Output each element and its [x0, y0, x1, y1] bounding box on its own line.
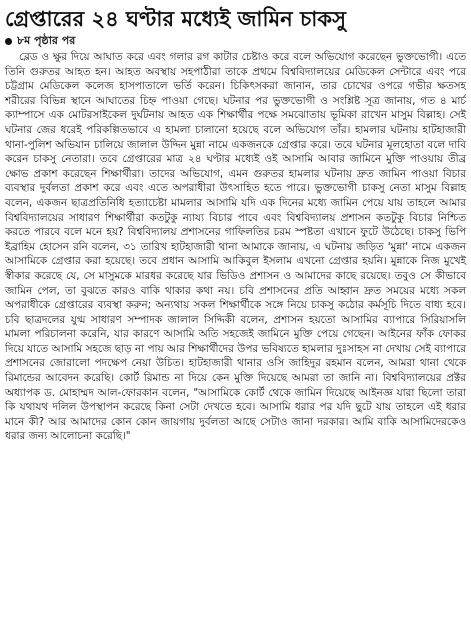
continuation-marker	[5, 34, 466, 48]
article-paragraph: ব্লেড ও ক্ষুর দিয়ে আঘাত করে এবং গলার রগ কাটার চেষ্টাও করে বলে অভিযোগ করেছেন ভুক্তভোগী। এতে তিনি গুরুতর আহত হন। আহত অবস্থায় সহপাঠীরা তাকে প্রথমে বিশ্ববিদ্যালয়ের মেডিকেল সেন্টারে এবং পরে চট্টগ্রাম মেডিকেল কলেজ হাসপাতালে ভর্তি করেন। চিকিৎসকরা জানান, তার চোখের ওপরে গভীর ক্ষতসহ শরীরের বিভিন্ন স্থানে আঘাতের চিহ্ন পাওয়া গেছে। ঘটনার পর ভুক্তভোগী ও সংশ্লিষ্ট সূত্র জানায়, গত ৪ মার্চ ক্যাম্পাসে এক মোটরসাইকেল দুর্ঘটনায় আহত এক শিক্ষার্থীর পক্ষে সমঝোতায় ভূমিকা রাখেন মাসুম বিল্লাহ। সেই ঘটনার জের ধরেই পরিকল্পিতভাবে এ হামলা চালানো হয়েছে বলে অভিযোগ তাঁর। হামলার ঘটনায় হাটহাজারী থানা-পুলিশ অভিযান চালিয়ে জালাল উদ্দিন মুন্না নামে একজনকে গ্রেপ্তার করে। তবে ঘটনার মূলহোতা বলে দাবি করেন চাকসু নেতারা। তবে গ্রেপ্তারের মাত্র ২৪ ঘণ্টার মধ্যেই ওই আসামি আবার জামিনে মুক্তি পাওয়ায় তীব্র ক্ষোভ প্রকাশ করেছেন শিক্ষার্থীরা। তাদের অভিযোগ, এমন গুরুতর হামলার ঘটনায় দ্রুত জামিন পাওয়া বিচার ব্যবস্থার দুর্বলতা প্রকাশ করে এবং এতে অপরাধীরা উৎসাহিত হতে পারে। ভুক্তভোগী চাকসু নেতা মাসুম বিল্লাহ বলেন, একজন ছাত্রপ্রতিনিধি হত্যাচেষ্টা মামলার আসামি যদি এক দিনের মধ্যে জামিন পেয়ে যায় তাহলে আমার বিশ্ববিদ্যালয়ের সাধারণ শিক্ষার্থীরা কতটুকু ন্যায্য বিচার পাবে এবং বিশ্ববিদ্যালয় প্রশাসন কতটুকু বিচার নিশ্চিত করতে পারবে বলে মনে হয়? বিশ্ববিদ্যালয় প্রশাসনের গাফিলতির চরম স্পষ্টতা এখানে ফুটে উঠেছে। চাকসু ভিপি ইব্রাহিম হোসেন রনি বলেন, ৩১ তারিখ হাটহাজারী থানা আমাকে জানায়, এ ঘটনায় জড়িত 'মুন্না' নামে একজন আসামিকে গ্রেপ্তার করা হয়েছে। তবে প্রধান আসামি আকিবুল ইসলাম এখনো গ্রেপ্তার হয়নি। মুন্নাকে নিজ মুখেই স্বীকার করেছে যে, সে মাসুমকে মারধর করেছে যার ভিডিও প্রশাসন ও আমাদের কাছে রয়েছে। তবুও সে কীভাবে জামিন পেল, তা বুঝতে কারও বাকি থাকার কথা নয়। চবি প্রশাসনের প্রতি আহ্বান দ্রুত সময়ের মধ্যে সকল অপরাধীকে গ্রেপ্তারের ব্যবস্থা করুন; অন্যথায় সকল শিক্ষার্থীকে সঙ্গে নিয়ে চাকসু কঠোর কর্মসূচি দিতে বাধ্য হবে। চবি ছাত্রদলের যুগ্ম সাধারণ সম্পাদক জালাল সিদ্দিকী বলেন, প্রশাসন হয়তো আসামির ব্যাপারে সিরিয়াসলি মামলা পরিচালনা করেনি, যার কারণে আসামি অতি সহজেই জামিনে মুক্তি পেয়ে গেছেন। আইনের ফাঁক ফোকর দিয়ে যাতে আসামি সহজে ছাড় না পায় আর শিক্ষার্থীদের উপর ভবিষ্যতে হামলার দুঃসাহস না দেখায় সেই ব্যাপারে প্রশাসনের জোরালো পদক্ষেপ নেয়া উচিত। হাটহাজারী থানার ওসি জাহিদুর রহমান বলেন, আমরা থানা থেকে রিমান্ডের আবেদন করেছি। কোর্ট রিমান্ড না দিয়ে কেন মুক্তি দিয়েছে আমরা তা জানি না। বিশ্ববিদ্যালয়ের প্রক্টর অধ্যাপক ড. মোহাম্মদ আল-ফোরকান বলেন, "আসামিকে কোর্ট থেকে জামিন দিয়েছে আইনজ্ঞ যারা ছিলো তারা কি যথাযথ দলিল উপস্থাপন করেছে কিনা সেটা দেখতে হবে। আসামি ধরার পর যদি ছুটে যায় তাহলে এই ধরার মানে কী? আর আমাদের কোন কোন জায়গায় দুর্বলতা আছে সেটাও জানা দরকার। আমি বাকি আসামিদেরকেও ধরার জন্য আলোচনা করেছি।"	[5, 51, 467, 443]
headline: গ্রেপ্তারের ২৪ ঘণ্টার মধ্যেই জামিন চাকসু	[5, 7, 346, 31]
article-body	[5, 50, 466, 444]
bullet-icon	[5, 38, 12, 45]
continued-from-label: ৮ম পৃষ্ঠার পর	[17, 34, 76, 47]
